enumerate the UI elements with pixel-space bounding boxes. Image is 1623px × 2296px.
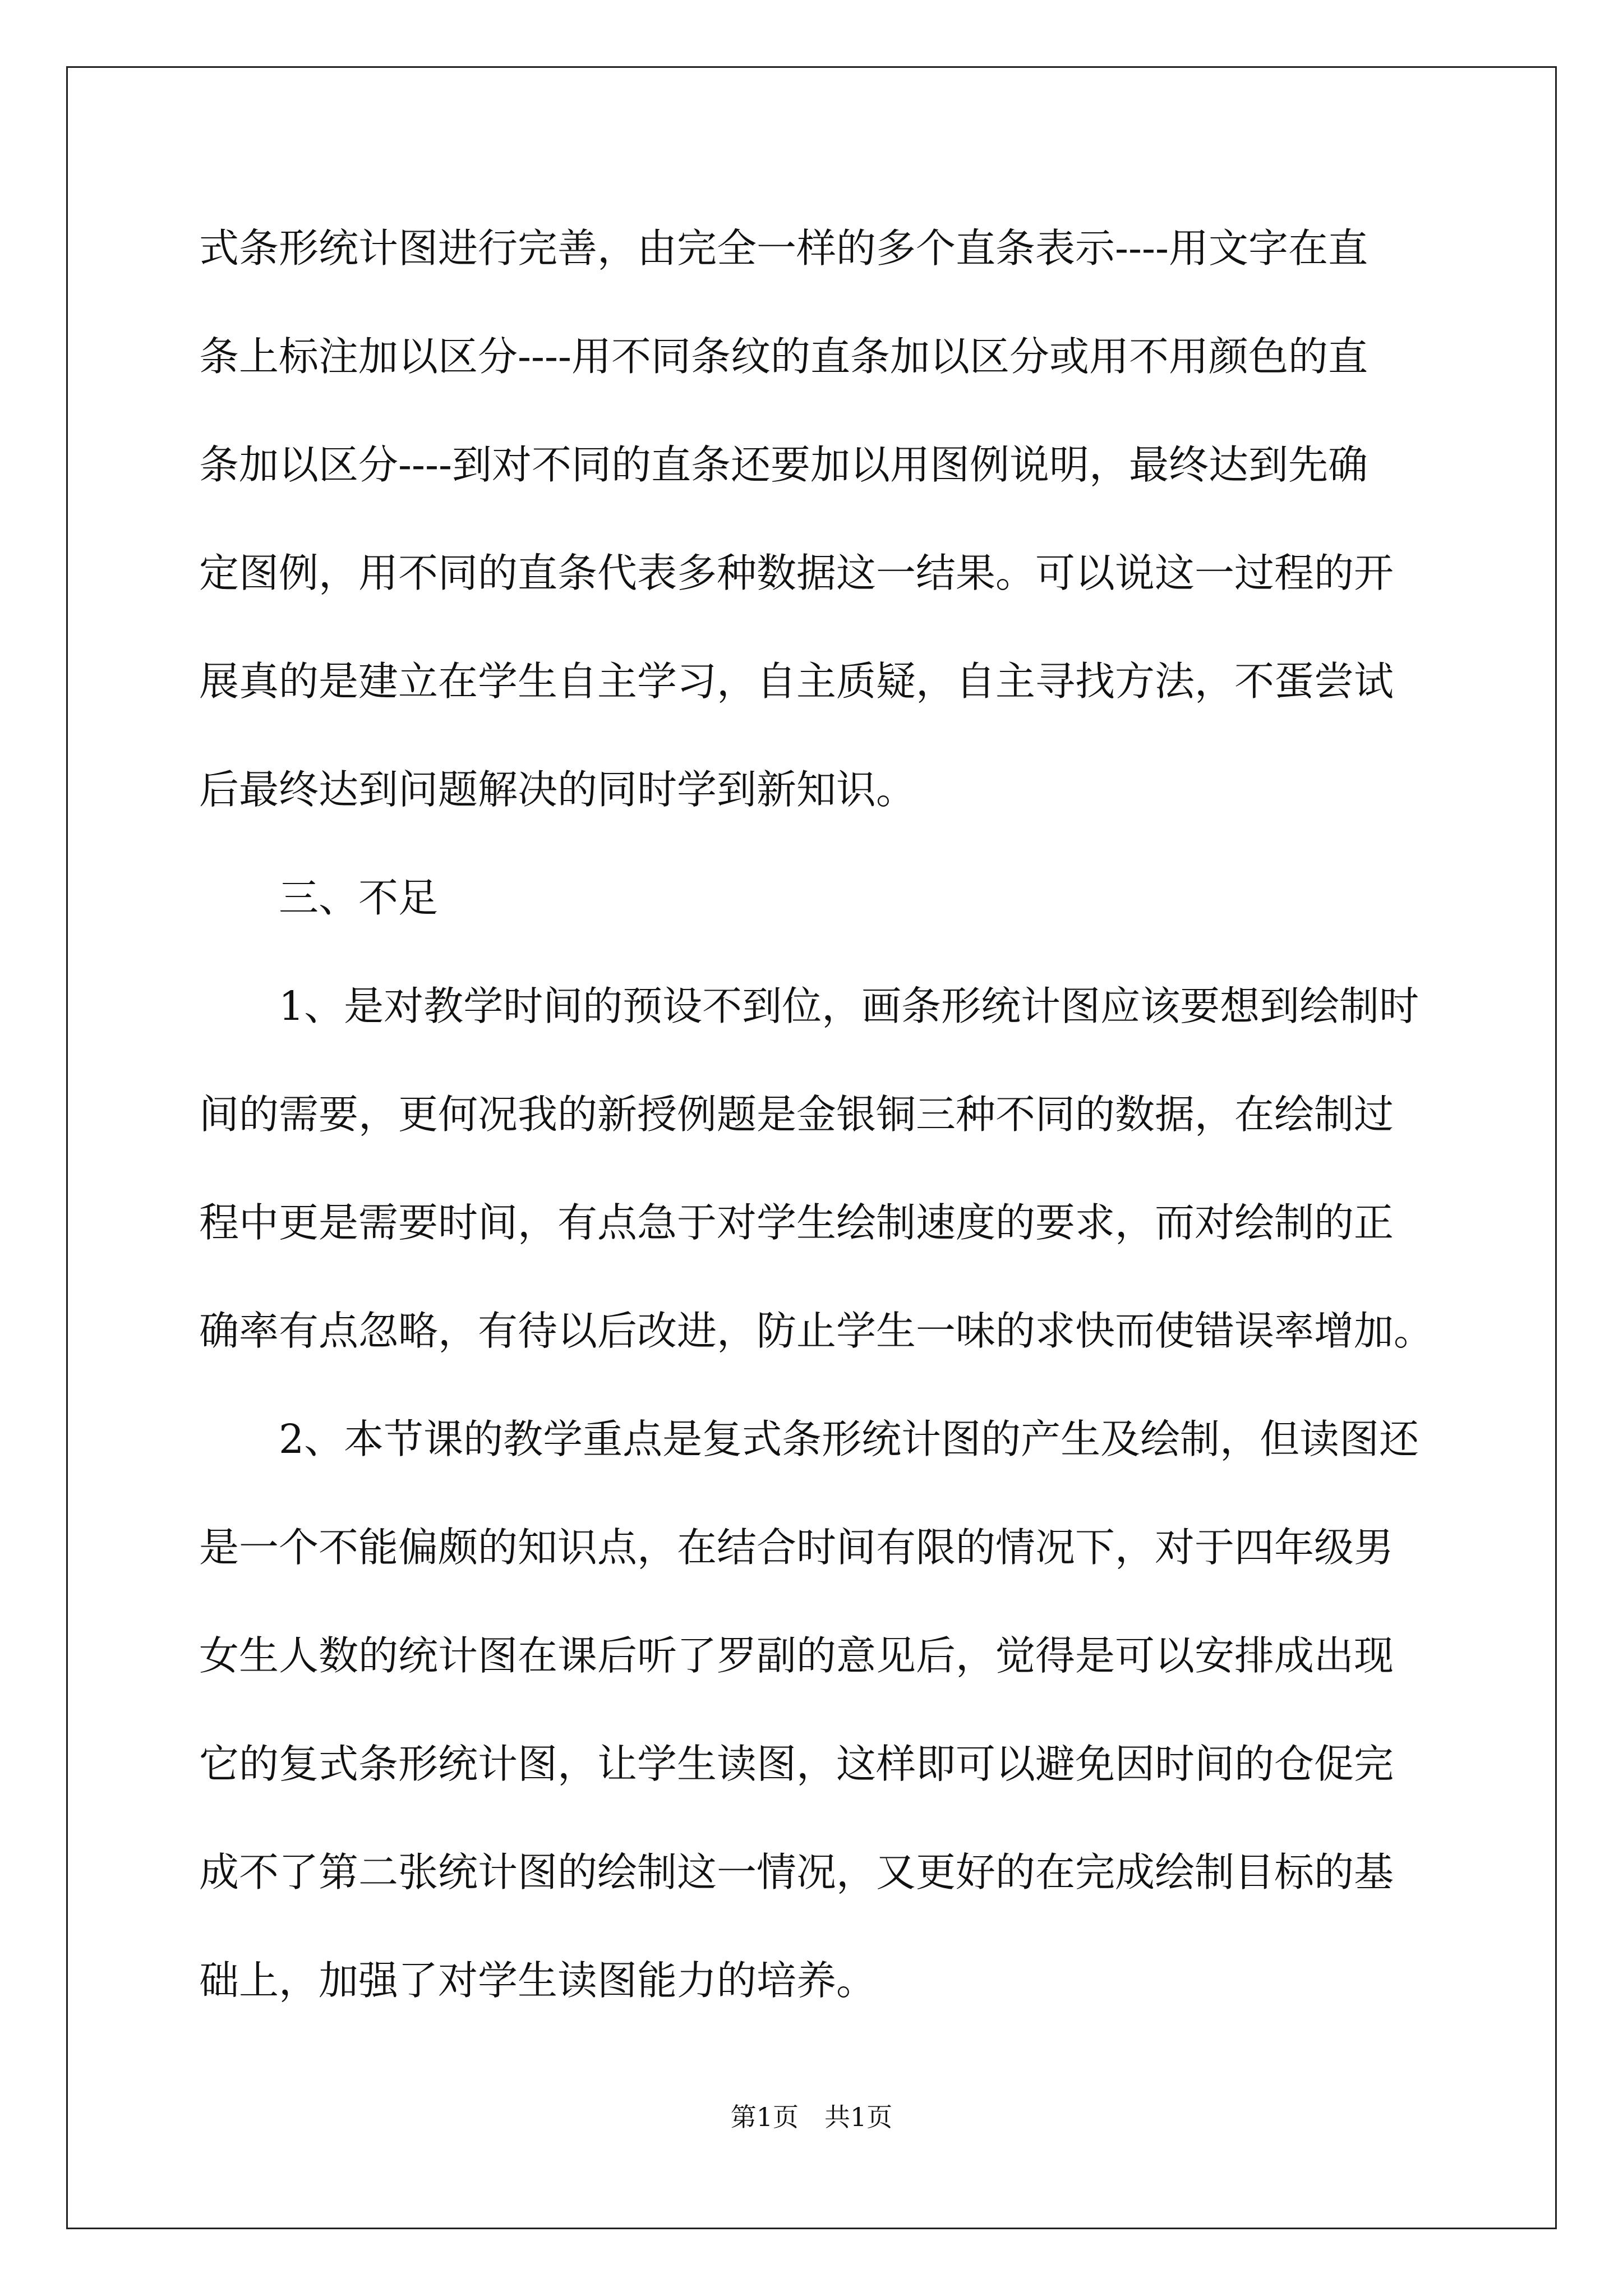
- text-line: 间的需要，更何况我的新授例题是金银铜三种不同的数据，在绘制过: [199, 1091, 1394, 1138]
- text-line: 展真的是建立在学生自主学习，自主质疑，自主寻找方法，不蛋尝试: [199, 658, 1394, 705]
- page-number-footer: 第1页 共1页: [730, 2102, 893, 2132]
- text-line: 确率有点忽略，有待以后改进，防止学生一味的求快而使错误率增加。: [199, 1308, 1434, 1354]
- text-line: 定图例，用不同的直条代表多种数据这一结果。可以说这一过程的开: [199, 550, 1394, 596]
- text-line: 后最终达到问题解决的同时学到新知识。: [199, 766, 916, 813]
- text-line: 条加以区分----到对不同的直条还要加以用图例说明，最终达到先确: [199, 441, 1368, 488]
- text-line: 条上标注加以区分----用不同条纹的直条加以区分或用不用颜色的直: [199, 333, 1368, 380]
- text-line: 是一个不能偏颇的知识点，在结合时间有限的情况下，对于四年级男: [199, 1524, 1394, 1571]
- text-line: 础上，加强了对学生读图能力的培养。: [199, 1957, 877, 2004]
- text-line: 成不了第二张统计图的绘制这一情况，又更好的在完成绘制目标的基: [199, 1849, 1394, 1895]
- text-line: 它的复式条形统计图，让学生读图，这样即可以避免因时间的仓促完: [199, 1741, 1394, 1787]
- text-line: 2、本节课的教学重点是复式条形统计图的产生及绘制，但读图还: [199, 1416, 1419, 1462]
- section-heading: 三、不足: [199, 875, 439, 921]
- text-line: 程中更是需要时间，有点急于对学生绘制速度的要求，而对绘制的正: [199, 1199, 1394, 1246]
- text-line: 式条形统计图进行完善，由完全一样的多个直条表示----用文字在直: [199, 225, 1368, 272]
- text-line: 1、是对教学时间的预设不到位，画条形统计图应该要想到绘制时: [199, 983, 1419, 1029]
- text-line: 女生人数的统计图在课后听了罗副的意见后，觉得是可以安排成出现: [199, 1632, 1394, 1679]
